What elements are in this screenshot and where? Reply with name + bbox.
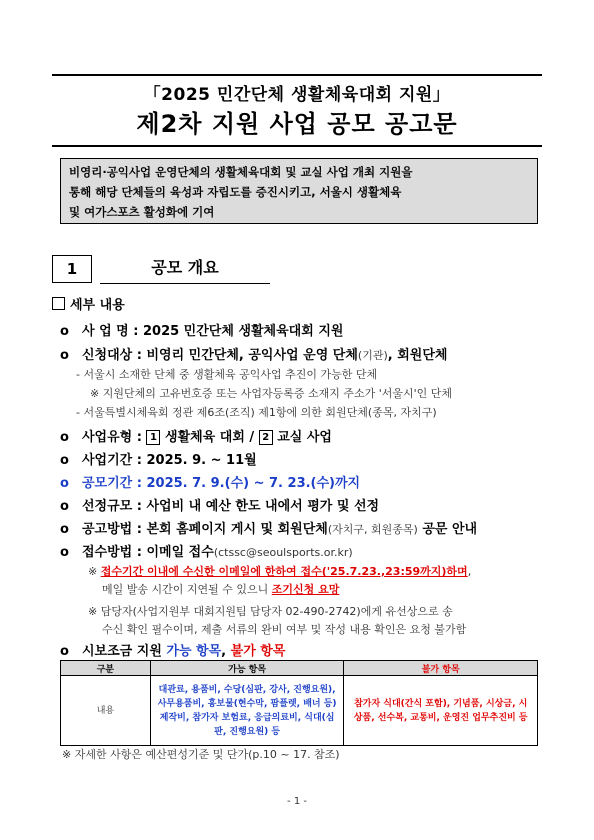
email-address: (ctssc@seoulsports.or.kr) xyxy=(213,546,353,559)
circle-bullet-icon: o xyxy=(60,453,69,468)
early-apply-warning: 조기신청 요망 xyxy=(271,583,340,596)
item-receipt-method xyxy=(60,541,353,560)
item-selection-scale xyxy=(60,495,379,514)
disallowed-items-cell: 참가자 식대(간식 포함), 기념품, 시상금, 시상품, 선수복, 교통비, 운영진 업무추진비 등 xyxy=(344,676,538,746)
item-text: 공문 안내 xyxy=(417,522,478,537)
title-top-rule xyxy=(52,74,542,76)
footnote: ※ 자세한 사항은 예산편성기준 및 단가(p.10 ~ 17. 참조) xyxy=(62,748,340,761)
circle-bullet-icon: o xyxy=(60,324,69,339)
circle-bullet-icon: o xyxy=(60,644,69,659)
allowed-label: 가능 항목 xyxy=(166,644,222,659)
item-subsidy xyxy=(60,640,285,659)
applicant-note: - 서울시 소재한 단체 중 생활체육 공익사업 추진이 가능한 단체 xyxy=(76,368,378,381)
deadline-warning: 접수기간 이내에 수신한 이메일에 한하여 접수('25.7.23.,23:59까지)하며 xyxy=(100,565,468,578)
item-applicant xyxy=(60,344,447,363)
table-header: 가능 항목 xyxy=(150,661,344,676)
item-text: , xyxy=(221,644,231,659)
item-text: 신청대상 : 비영리 민간단체, 공익사업 운영 단체 xyxy=(82,348,358,363)
number-box-2: 2 xyxy=(259,430,273,445)
item-announce-method xyxy=(60,518,477,537)
summary-line: 통해 해당 단체들의 육성과 자립도를 증진시키고, 서울시 생활체육 xyxy=(69,185,402,199)
item-paren: (기관) xyxy=(357,349,388,362)
receipt-note: 수신 확인 필수이며, 제출 서류의 완비 여부 및 작성 내용 확인은 요청 불가함 xyxy=(102,623,467,636)
document-title-line2: 제2차 지원 사업 공모 공고문 xyxy=(136,110,458,138)
item-text: , 회원단체 xyxy=(387,348,448,363)
subsidy-table xyxy=(60,660,538,746)
receipt-note: ※ 담당자(사업지원부 대회지원팀 담당자 02-490-2742)에게 유선상으로 송 xyxy=(88,605,453,618)
item-text: 공고방법 : 본회 홈페이지 게시 및 회원단체 xyxy=(82,522,328,537)
item-text: 사업유형 : xyxy=(82,430,147,445)
subheading xyxy=(52,294,125,313)
table-header-row xyxy=(61,661,538,676)
table-header: 불가 항목 xyxy=(344,661,538,676)
note-mark: ※ xyxy=(88,565,101,578)
item-business-type xyxy=(60,426,332,445)
page-number: - 1 - xyxy=(287,796,307,807)
receipt-note xyxy=(88,563,471,579)
circle-bullet-icon: o xyxy=(60,476,69,491)
item-text: 교실 사업 xyxy=(272,430,332,445)
item-text: 생활체육 대회 / xyxy=(160,430,259,445)
circle-bullet-icon: o xyxy=(60,430,69,445)
summary-line: 및 여가스포츠 활성화에 기여 xyxy=(69,205,215,219)
item-text: 접수방법 : 이메일 접수 xyxy=(82,545,214,560)
section-number-box: 1 xyxy=(52,255,92,283)
circle-bullet-icon: o xyxy=(60,522,69,537)
table-header: 구분 xyxy=(61,661,151,676)
subheading-label: 세부 내용 xyxy=(70,298,125,313)
disallowed-label: 불가 항목 xyxy=(230,644,286,659)
item-text: 시보조금 지원 xyxy=(82,644,167,659)
item-text: 선정규모 : 사업비 내 예산 한도 내에서 평가 및 선정 xyxy=(82,499,380,514)
row-label: 내용 xyxy=(61,676,151,746)
purpose-summary-box xyxy=(60,158,538,224)
title-bottom-rule xyxy=(52,145,542,147)
item-paren: (자치구, 회원종목) xyxy=(327,523,418,536)
item-text: 사 업 명 : 2025 민간단체 생활체육대회 지원 xyxy=(82,324,344,339)
number-box-1: 1 xyxy=(146,430,160,445)
section-title: 공모 개요 xyxy=(100,255,270,284)
applicant-note: - 서울특별시체육회 정관 제6조(조직) 제1항에 의한 회원단체(종목, 자치구) xyxy=(76,406,437,419)
circle-bullet-icon: o xyxy=(60,545,69,560)
item-text: 사업기간 : 2025. 9. ~ 11월 xyxy=(82,453,257,468)
receipt-note xyxy=(102,581,339,597)
allowed-items-cell: 대관료, 용품비, 수당(심판, 강사, 진행요원), 사무용품비, 홍보물(현수막, 팜플렛, 배너 등) 제작비, 참가자 보험료, 응급의료비, 식대(심판, 진행요원) 등 xyxy=(150,676,344,746)
summary-line: 비영리·공익사업 운영단체의 생활체육대회 및 교실 사업 개최 지원을 xyxy=(69,165,413,179)
note-text: , xyxy=(467,565,472,578)
applicant-note: ※ 지원단체의 고유번호증 또는 사업자등록증 소재지 주소가 '서울시'인 단체 xyxy=(90,387,453,400)
item-project-name xyxy=(60,320,343,339)
circle-bullet-icon: o xyxy=(60,499,69,514)
document-title-line1: 「2025 민간단체 생활체육대회 지원」 xyxy=(143,85,451,105)
note-text: 메일 발송 시간이 지연될 수 있으니 xyxy=(102,583,272,596)
table-row xyxy=(61,676,538,746)
item-business-period xyxy=(60,449,257,468)
item-contest-period xyxy=(60,472,360,491)
circle-bullet-icon: o xyxy=(60,348,69,363)
square-bullet-icon xyxy=(52,297,65,310)
item-text: 공모기간 : 2025. 7. 9.(수) ~ 7. 23.(수)까지 xyxy=(82,476,361,491)
